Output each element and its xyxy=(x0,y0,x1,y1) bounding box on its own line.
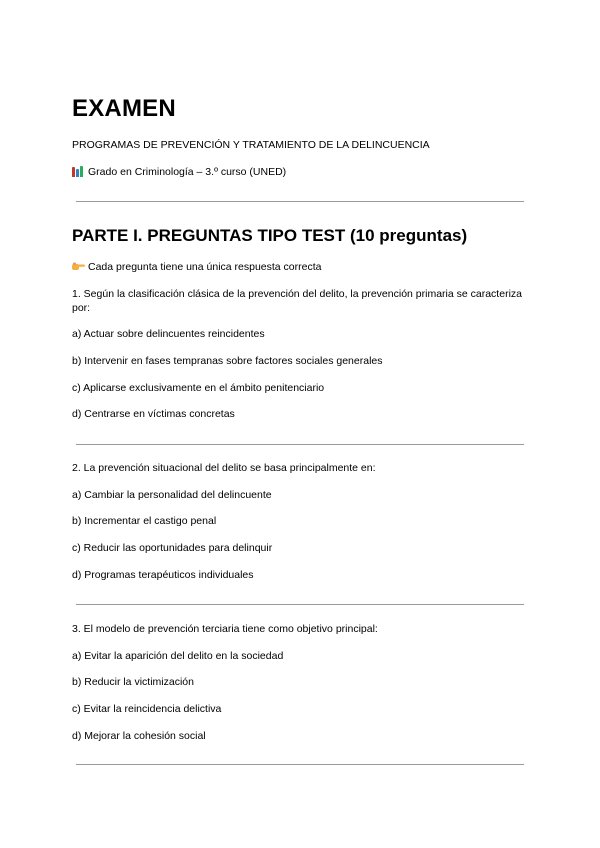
degree-text: Grado en Criminología – 3.º curso (UNED) xyxy=(88,166,287,178)
question-3-option-a: a) Evitar la aparición del delito en la sociedad xyxy=(72,650,284,662)
pointing-hand-icon xyxy=(72,261,85,271)
question-3-option-c: c) Evitar la reincidencia delictiva xyxy=(72,703,222,715)
exam-title: EXAMEN xyxy=(72,95,176,122)
question-2-option-c: c) Reducir las oportunidades para delinquir xyxy=(72,542,273,554)
question-1-option-b: b) Intervenir en fases tempranas sobre factores sociales generales xyxy=(72,355,383,367)
section-title: PARTE I. PREGUNTAS TIPO TEST (10 preguntas) xyxy=(72,226,468,245)
question-1-option-d: d) Centrarse en víctimas concretas xyxy=(72,408,235,420)
question-2-option-a: a) Cambiar la personalidad del delincuente xyxy=(72,489,272,501)
books-icon xyxy=(72,166,85,177)
question-2-option-b: b) Incrementar el castigo penal xyxy=(72,515,217,527)
course-subtitle: PROGRAMAS DE PREVENCIÓN Y TRATAMIENTO DE LA DELINCUENCIA xyxy=(72,139,430,151)
question-1-text: 1. Según la clasificación clásica de la prevención del delito, la prevención primaria se caracteriza por: xyxy=(72,288,522,314)
section-note xyxy=(72,261,524,274)
question-divider xyxy=(76,604,524,605)
question-3-option-d: d) Mejorar la cohesión social xyxy=(72,730,206,742)
section-note-text: Cada pregunta tiene una única respuesta correcta xyxy=(88,261,322,273)
question-3-option-b: b) Reducir la victimización xyxy=(72,676,194,688)
question-3-text: 3. El modelo de prevención terciaria tiene como objetivo principal: xyxy=(72,623,378,635)
question-2-option-d: d) Programas terapéuticos individuales xyxy=(72,569,254,581)
question-1-option-c: c) Aplicarse exclusivamente en el ámbito penitenciario xyxy=(72,382,325,394)
degree-line xyxy=(72,166,524,179)
section-divider xyxy=(76,201,524,202)
question-2-text: 2. La prevención situacional del delito se basa principalmente en: xyxy=(72,462,376,474)
question-1-option-a: a) Actuar sobre delincuentes reincidentes xyxy=(72,328,265,340)
question-divider xyxy=(76,764,524,765)
question-divider xyxy=(76,444,524,445)
